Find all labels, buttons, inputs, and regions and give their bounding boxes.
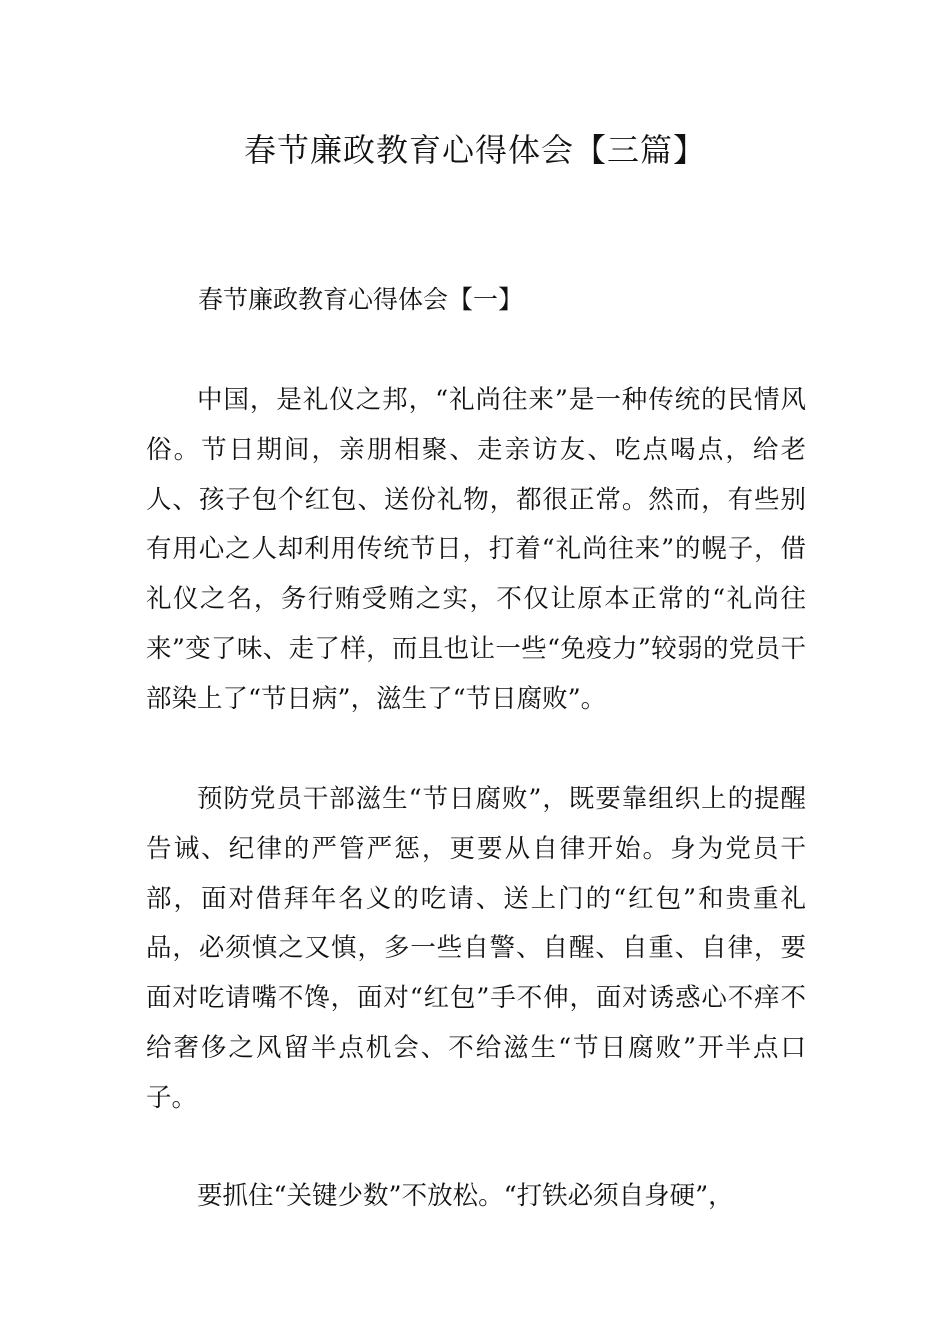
paragraph-1: 中国，是礼仪之邦，“礼尚往来”是一种传统的民情风俗。节日期间，亲朋相聚、走亲访友、吃点喝点，给老人、孩子包个红包、送份礼物，都很正常。然而，有些别有用心之人却利用传统节日，打着“礼尚往来”的幌子，借礼仪之名，务行贿受贿之实，不仅让原本正常的“礼尚往来”变了味、走了样，而且也让一些“免疫力”较弱的党员干部染上了“节日病”，滋生了“节日腐败”。 — [146, 385, 806, 714]
document-title: 春节廉政教育心得体会【三篇】 — [243, 131, 706, 169]
paragraph-2: 预防党员干部滋生“节日腐败”，既要靠组织上的提醒告诫、纪律的严管严惩，更要从自律开始。身为党员干部，面对借拜年名义的吃请、送上门的“红包”和贵重礼品，必须慎之又慎，多一些自警、自醒、自重、自律，要面对吃请嘴不馋，面对“红包”手不伸，面对诱惑心不痒不给奢侈之风留半点机会、不给滋生“节日腐败”开半点口子。 — [146, 784, 806, 1113]
section-heading: 春节廉政教育心得体会【一】 — [198, 285, 524, 314]
paragraph-3: 要抓住“关键少数”不放松。“打铁必须自身硬”， — [197, 1181, 734, 1211]
